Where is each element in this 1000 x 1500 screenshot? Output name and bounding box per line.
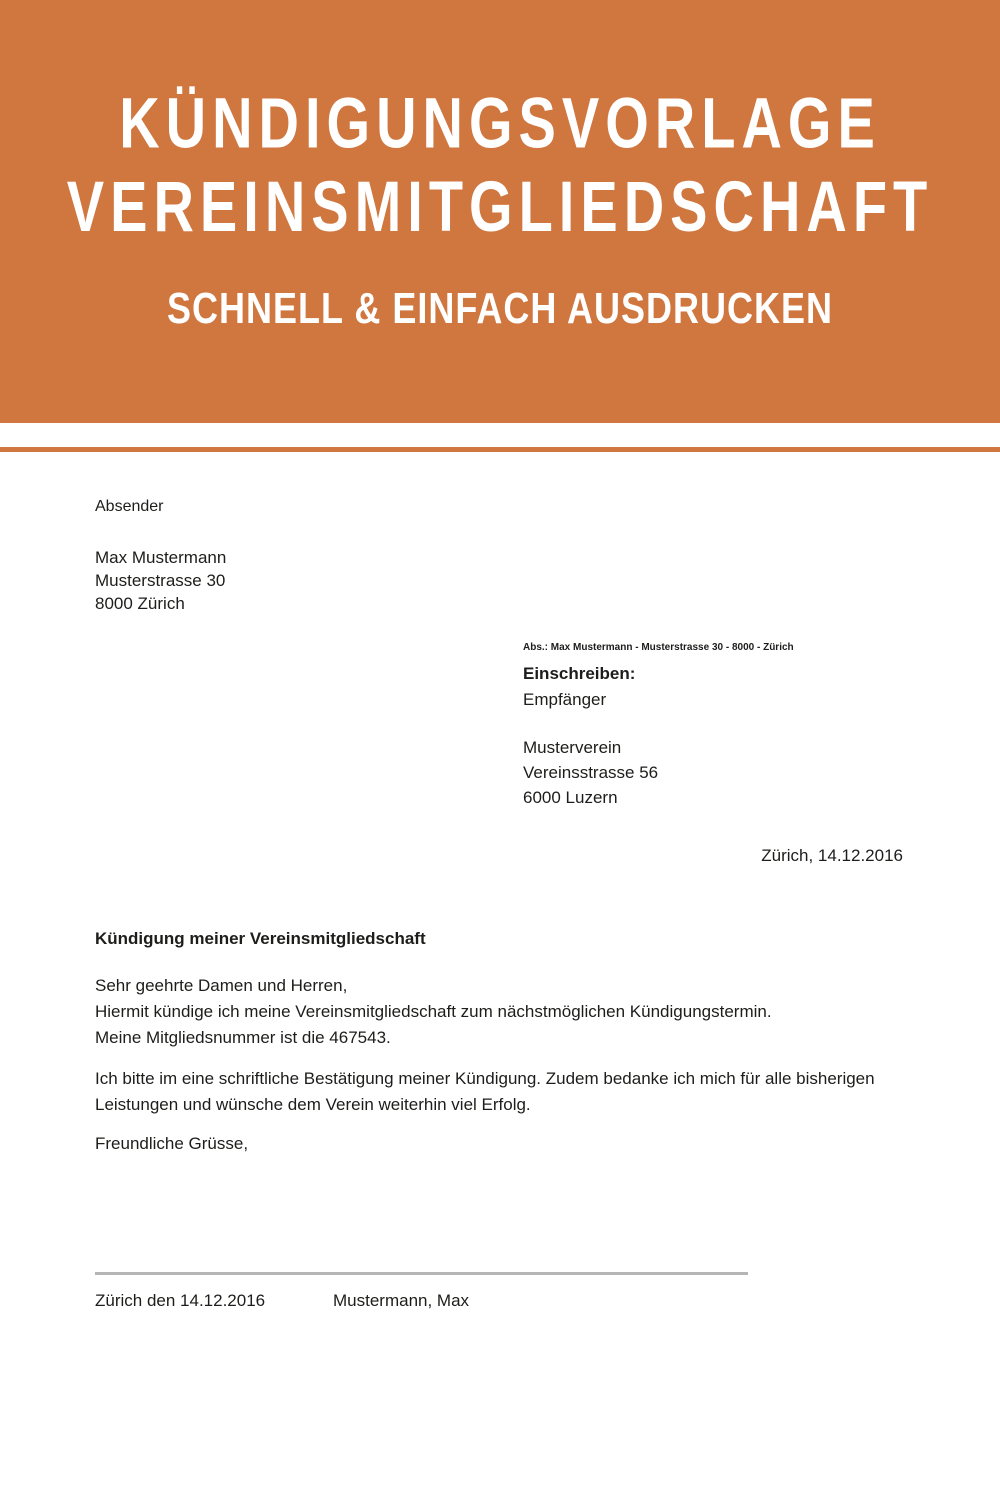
date-line: Zürich, 14.12.2016	[761, 846, 903, 865]
sender-address-block	[95, 546, 226, 615]
paragraph-1-line-2: Meine Mitgliedsnummer ist die 467543.	[95, 1028, 391, 1047]
recipient-street: Vereinsstrasse 56	[523, 763, 659, 782]
sender-name: Max Mustermann	[95, 548, 227, 567]
salutation: Sehr geehrte Damen und Herren,	[95, 976, 348, 995]
sender-label: Absender	[95, 498, 164, 515]
sender-city: 8000 Zürich	[95, 594, 185, 613]
signature-rule	[95, 1272, 748, 1275]
paragraph-1	[95, 973, 925, 1051]
recipient-name: Musterverein	[523, 738, 622, 757]
recipient-address-block	[523, 735, 658, 810]
page-title: KÜNDIGUNGSVORLAGE VEREINSMITGLIEDSCHAFT	[66, 82, 934, 247]
paragraph-2: Ich bitte im eine schriftliche Bestätigung meiner Kündigung. Zudem bedanke ich mich für alle bisherigen Leistungen und wünsche dem Verein weiterhin viel Erfolg.	[95, 1069, 875, 1114]
return-address-line: Abs.: Max Mustermann - Musterstrasse 30 - 8000 - Zürich	[523, 642, 794, 653]
einschreiben-label: Einschreiben:	[523, 664, 636, 683]
empfaenger-label: Empfänger	[523, 690, 607, 709]
paragraph-1-line-1: Hiermit kündige ich meine Vereinsmitgliedschaft zum nächstmöglichen Kündigungstermin.	[95, 1002, 772, 1021]
closing-line: Freundliche Grüsse,	[95, 1134, 249, 1153]
recipient-city: 6000 Luzern	[523, 788, 618, 807]
signature-name: Mustermann, Max	[333, 1291, 470, 1310]
signature-date: Zürich den 14.12.2016	[95, 1291, 266, 1310]
page-subtitle: SCHNELL & EINFACH AUSDRUCKEN	[166, 283, 834, 333]
subject-line: Kündigung meiner Vereinsmitgliedschaft	[95, 929, 426, 948]
sender-street: Musterstrasse 30	[95, 571, 226, 590]
